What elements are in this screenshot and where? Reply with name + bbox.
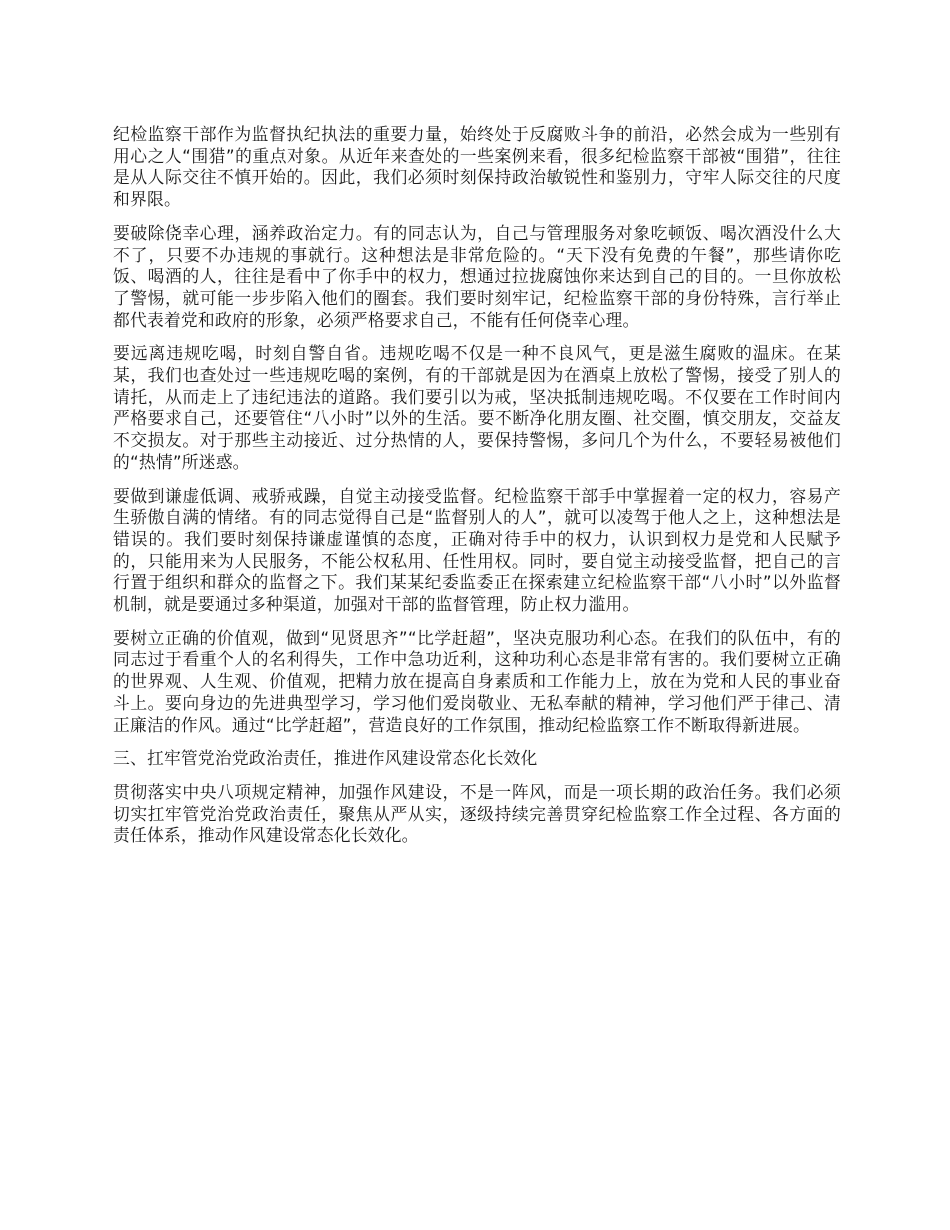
paragraph-values: 要树立正确的价值观，做到“见贤思齐”“比学赶超”，坚决克服功利心态。在我们的队伍中，有的同志过于看重个人的名利得失，工作中急功近利，这种功利心态是非常有害的。我们要树立正确的世界观、人生观、价值观，把精力放在提高自身素质和工作能力上，放在为党和人民的事业奋斗上。要向身边的先进典型学习，学习他们爱岗敬业、无私奉献的精神，学习他们严于律己、清正廉洁的作风。通过“比学赶超”，营造良好的工作氛围，推动纪检监察工作不断取得新进展。 xyxy=(113,627,841,735)
paragraph-accept-supervision: 要做到谦虚低调、戒骄戒躁，自觉主动接受监督。纪检监察干部手中掌握着一定的权力，容易产生骄傲自满的情绪。有的同志觉得自己是“监督别人的人”，就可以凌驾于他人之上，这种想法是错误的。我们要时刻保持谦虚谨慎的态度，正确对待手中的权力，认识到权力是党和人民赋予的，只能用来为人民服务，不能公权私用、任性用权。同时，要自觉主动接受监督，把自己的言行置于组织和群众的监督之下。我们某某纪委监委正在探索建立纪检监察干部“八小时”以外监督机制，就是要通过多种渠道，加强对干部的监督管理，防止权力滥用。 xyxy=(113,485,841,615)
section-heading: 三、扛牢管党治党政治责任，推进作风建设常态化长效化 xyxy=(113,748,538,769)
paragraph-intro: 纪检监察干部作为监督执纪执法的重要力量，始终处于反腐败斗争的前沿，必然会成为一些别有用心之人“围猎”的重点对象。从近年来查处的一些案例来看，很多纪检监察干部被“围猎”，往往是从人际交往不慎开始的。因此，我们必须时刻保持政治敏锐性和鉴别力，守牢人际交往的尺度和界限。 xyxy=(113,124,841,210)
paragraph-closing: 贯彻落实中央八项规定精神，加强作风建设，不是一阵风，而是一项长期的政治任务。我们必须切实扛牢管党治党政治责任，聚焦从严从实，逐级持续完善贯穿纪检监察工作全过程、各方面的责任体系，推动作风建设常态化长效化。 xyxy=(113,781,841,846)
paragraph-dining-discipline: 要远离违规吃喝，时刻自警自省。违规吃喝不仅是一种不良风气，更是滋生腐败的温床。在某某，我们也查处过一些违规吃喝的案例，有的干部就是因为在酒桌上放松了警惕，接受了别人的请托，从而走上了违纪违法的道路。我们要引以为戒，坚决抵制违规吃喝。不仅要在工作时间内严格要求自己，还要管住“八小时”以外的生活。要不断净化朋友圈、社交圈，慎交朋友，交益友不交损友。对于那些主动接近、过分热情的人，要保持警惕，多问几个为什么，不要轻易被他们的“热情”所迷惑。 xyxy=(113,343,841,472)
document-body xyxy=(113,124,841,859)
paragraph-political-resolve: 要破除侥幸心理，涵养政治定力。有的同志认为，自己与管理服务对象吃顿饭、喝次酒没什么大不了，只要不办违规的事就行。这种想法是非常危险的。“天下没有免费的午餐”，那些请你吃饭、喝酒的人，往往是看中了你手中的权力，想通过拉拢腐蚀你来达到自己的目的。一旦你放松了警惕，就可能一步步陷入他们的圈套。我们要时刻牢记，纪检监察干部的身份特殊，言行举止都代表着党和政府的形象，必须严格要求自己，不能有任何侥幸心理。 xyxy=(113,222,841,330)
